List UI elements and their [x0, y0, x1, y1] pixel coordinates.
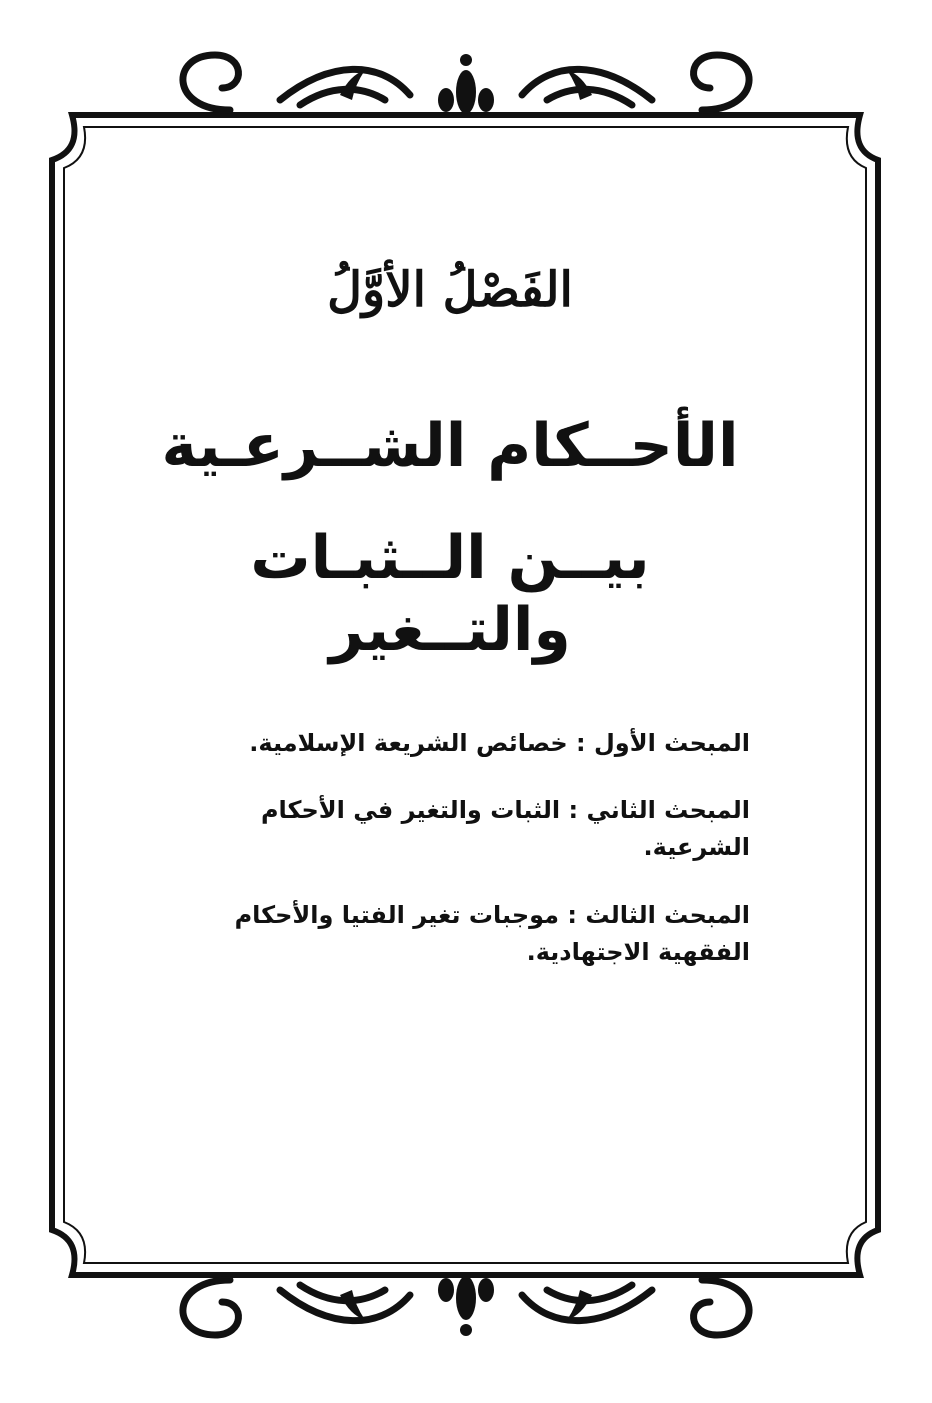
section-label: المبحث الثالث : [567, 900, 750, 929]
section-item-1 [150, 725, 750, 762]
chapter-label: الفَصْلُ الأوَّلُ [327, 262, 573, 318]
section-item-2 [150, 792, 750, 866]
section-topic: الثبات والتغير في الأحكام الشرعية. [260, 796, 750, 862]
section-label: المبحث الأول : [576, 729, 750, 757]
chapter-title-line-1: الأحــكام الشــرعـية [161, 411, 739, 481]
section-item-3 [150, 897, 750, 971]
section-topic: موجبات تغير الفتيا والأحكام الفقهية الاجتهادية. [234, 900, 750, 966]
chapter-title-line-2: بيــن الــثبـات والتــغير [250, 523, 650, 665]
section-label: المبحث الثاني : [568, 796, 750, 825]
section-topic: خصائص الشريعة الإسلامية. [249, 729, 568, 757]
sections-list [150, 725, 750, 1001]
